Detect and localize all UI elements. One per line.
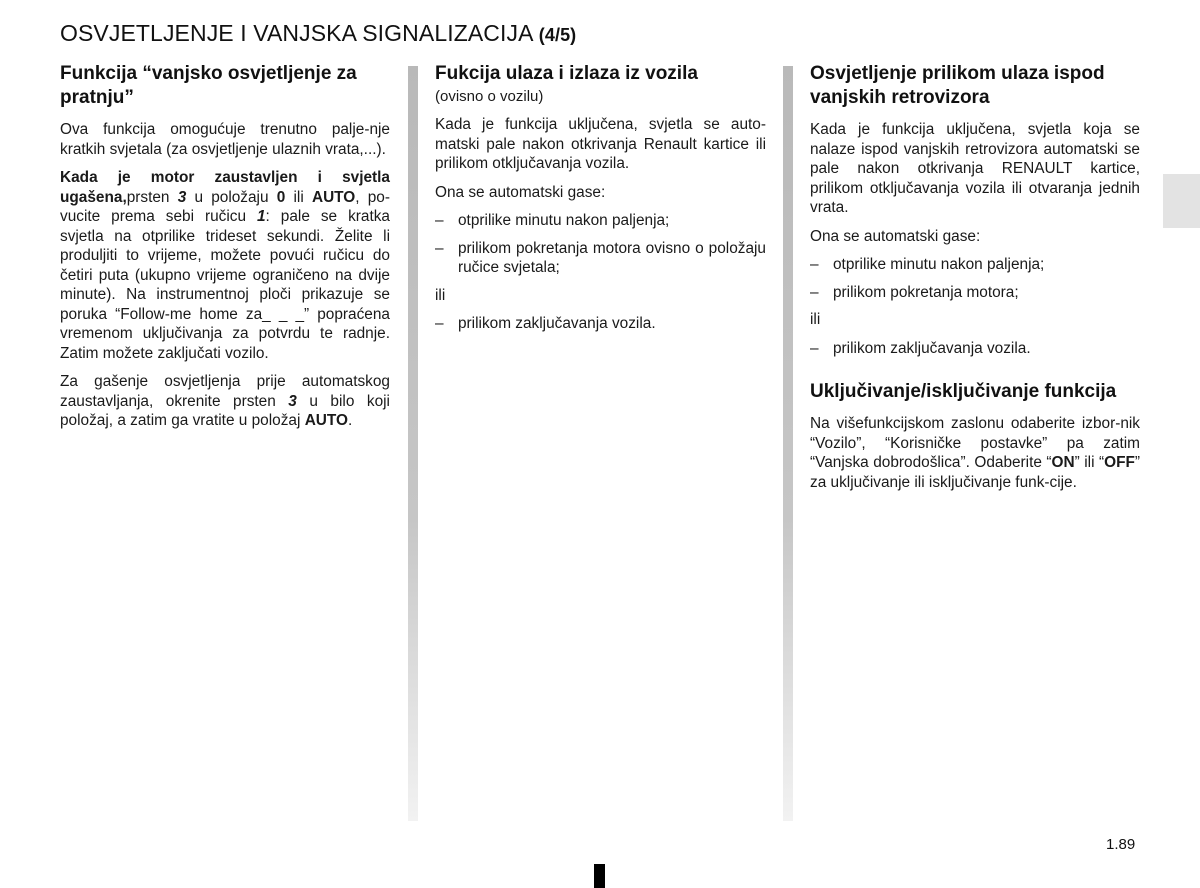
section-heading-toggle: Uključivanje/isključivanje funkcija — [810, 381, 1117, 402]
or-text: ili — [810, 311, 821, 328]
text-run: Na višefunkcijskom zaslonu odaberite izbor-nik “Vozilo”, “Korisničke postavke” pa zatim “Vanjska dobrodošlica”. Odaberite “ — [810, 415, 1140, 471]
text-run: . — [348, 412, 353, 429]
list-item-text: prilikom zaključavanja vozila. — [458, 315, 656, 332]
section-heading: Fukcija ulaza i izlaza iz vozila — [435, 63, 698, 84]
page-title-text: OSVJETLJENJE I VANJSKA SIGNALIZACIJA — [60, 20, 533, 46]
bold-lead: Kada je motor zaustavljen i svjetla ugašena, — [60, 169, 390, 206]
on-value: ON — [1051, 454, 1075, 471]
column-follow-me-home — [60, 62, 390, 440]
list-item — [435, 211, 766, 231]
dash-bullet: – — [810, 283, 819, 301]
text-run: ili — [285, 188, 312, 206]
paragraph-instructions — [60, 168, 390, 363]
list-item-text: prilikom zaključavanja vozila. — [833, 339, 1031, 357]
paragraph: Kada je funkcija uključena, svjetla se auto-matski pale nakon otkrivanja Renault kartice ili prilikom otključavanja vozila. — [435, 116, 766, 172]
text-run: prsten — [126, 188, 178, 206]
section-heading: Funkcija “vanjsko osvjetljenje za pratnju” — [60, 63, 357, 108]
text-run: ” ili “ — [1074, 454, 1105, 471]
text-run: ” za uključivanje ili isključivanje funk-cije. — [810, 454, 1141, 491]
list-item — [810, 283, 1140, 303]
auto-value: AUTO — [311, 188, 356, 206]
list-item — [810, 255, 1140, 275]
list-item-text: otprilike minutu nakon paljenja; — [458, 212, 670, 229]
section-heading: Osvjetljenje prilikom ulaza ispod vanjskih retrovizora — [810, 63, 1105, 108]
list-item — [435, 239, 766, 278]
text-run: u bilo koji položaj, a zatim ga vratite u položaj — [60, 392, 390, 429]
page-number: 1.89 — [1106, 836, 1136, 853]
position-value: 0 — [276, 188, 286, 206]
page-title — [60, 20, 576, 47]
or-text: ili — [435, 286, 446, 304]
list-item-text: otprilike minutu nakon paljenja; — [833, 256, 1045, 273]
list-item-text: prilikom pokretanja motora; — [833, 283, 1019, 301]
dash-bullet: – — [435, 315, 444, 332]
text-run: Za gašenje osvjetljenja prije automatskog zaustavljanja, okrenite prsten — [60, 373, 390, 410]
ref-number: 3 — [177, 188, 187, 206]
paragraph: Ona se automatski gase: — [435, 183, 606, 201]
dash-bullet: – — [810, 339, 819, 357]
paragraph-switch-off — [60, 372, 390, 431]
section-note: (ovisno o vozilu) — [435, 88, 544, 105]
list-item — [810, 339, 1140, 359]
paragraph-toggle-instructions — [810, 414, 1140, 492]
text-run: u položaju — [186, 188, 277, 206]
ref-number: 1 — [256, 208, 266, 225]
page-counter: (4/5) — [538, 25, 577, 45]
list-item-text: prilikom pokretanja motora ovisno o položaju ručice svjetala; — [458, 239, 766, 276]
chapter-tab-marker — [1163, 174, 1200, 228]
dash-bullet: – — [435, 239, 444, 257]
text-run: : pale se kratka svjetla na otprilike trideset sekundi. Želite li produljiti to vrijeme, možete povući ručicu do četiri puta (ukupno vrijeme ograničeno na dvije minute). Na instrumentnoj ploči prikazuje se poruka “Follow-me home za_ _ _” popraćena vremenom uključivanja za potvrdu te radnje. Zatim možete zaključati vozilo. — [60, 208, 390, 362]
ref-number: 3 — [288, 392, 297, 410]
dash-bullet: – — [435, 212, 444, 229]
column-divider-2 — [783, 66, 793, 821]
bottom-edge-mark — [594, 864, 605, 888]
off-value: OFF — [1104, 454, 1135, 471]
dash-bullet: – — [810, 256, 819, 273]
paragraph: Ova funkcija omogućuje trenutno palje-nje kratkih svjetala (za osvjetljenje ulaznih vrata,...). — [60, 121, 390, 158]
column-entry-exit — [435, 62, 766, 342]
text-run: , po-vucite prema sebi ručicu — [60, 188, 390, 225]
paragraph: Ona se automatski gase: — [810, 227, 981, 245]
list-item — [435, 314, 766, 334]
paragraph: Kada je funkcija uključena, svjetla koja se nalaze ispod vanjskih retrovizora automatski se pale nakon otkrivanja RENAULT kartice, prilikom otključavanja vozila ili otvaranja jednih vrata. — [810, 121, 1140, 216]
column-mirror-lights — [810, 62, 1140, 501]
column-divider-1 — [408, 66, 418, 821]
auto-value: AUTO — [304, 412, 349, 429]
